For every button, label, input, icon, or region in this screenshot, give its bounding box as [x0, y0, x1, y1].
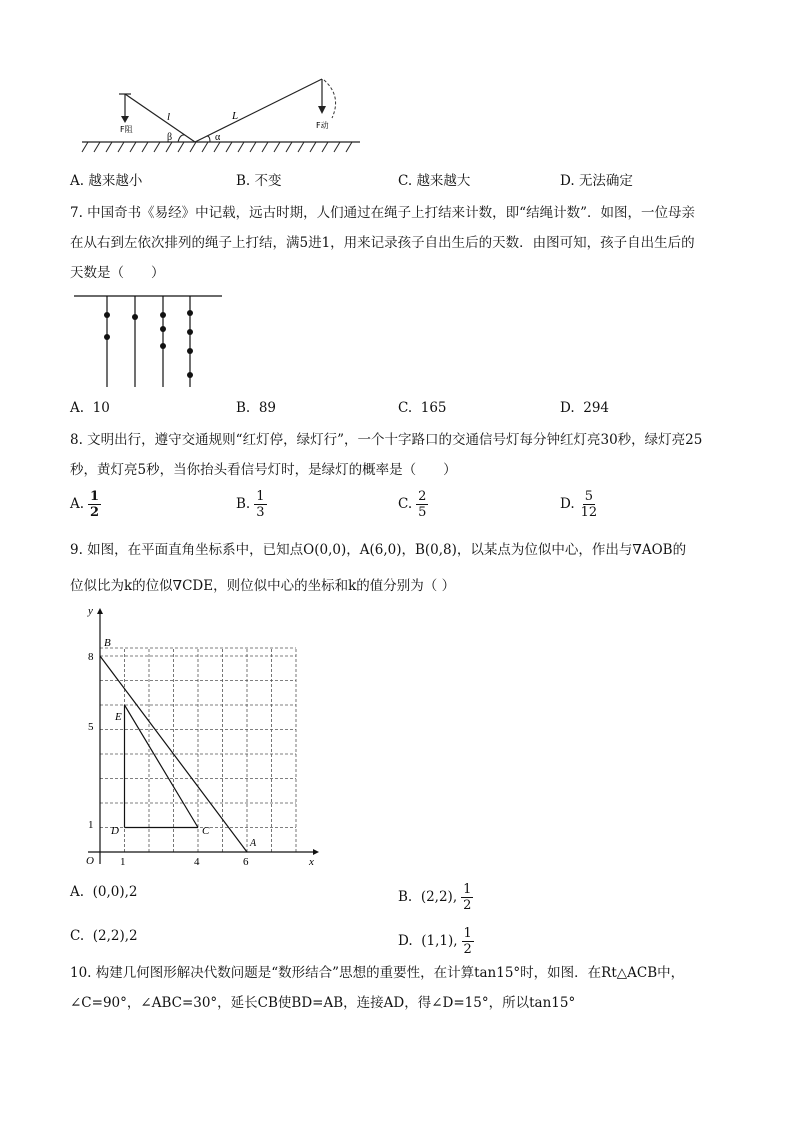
axis-label-y: y — [88, 605, 93, 617]
q8-line-1: 8. 文明出行，遵守交通规则“红灯停，绿灯行”，一个十字路口的交通信号灯每分钟红灯亮30秒，绿灯亮25 — [70, 432, 703, 448]
fraction: $\frac{1}{2}$ — [463, 926, 472, 957]
q9-option-d[interactable]: D. (1,1), $\frac{1}{2}$ — [398, 926, 472, 957]
tick-y-5: 5 — [88, 721, 94, 733]
q6-option-c[interactable]: C. 越来越大 — [398, 173, 471, 189]
q8-option-b[interactable]: B. $\frac{1}{3}$ — [236, 489, 265, 520]
fraction: $\frac{1}{2}$ — [463, 882, 472, 913]
tick-y-8: 8 — [88, 651, 94, 663]
rope-4 — [187, 296, 193, 387]
grid — [100, 648, 296, 852]
fraction: $\frac{5}{12}$ — [580, 489, 598, 520]
q6-option-b[interactable]: B. 不变 — [236, 173, 282, 189]
point-label-a: A — [250, 838, 257, 849]
q8-option-a[interactable]: A. $\frac{1}{2}$ — [70, 489, 100, 520]
axis-label-x: x — [309, 856, 314, 868]
q9-option-a[interactable]: A. (0,0),2 — [70, 884, 138, 900]
ground-hatching — [82, 142, 352, 152]
knot — [187, 348, 193, 354]
q8-option-d[interactable]: D. $\frac{5}{12}$ — [560, 489, 598, 520]
q9-option-c[interactable]: C. (2,2),2 — [70, 928, 138, 944]
force-arc — [324, 80, 336, 118]
rope-2 — [132, 296, 138, 387]
point-label-c: C — [202, 825, 210, 837]
label-f2: F动 — [316, 121, 329, 130]
label-alpha: α — [215, 132, 221, 143]
rope-3 — [160, 296, 166, 387]
segment-ec — [125, 705, 199, 828]
q7-line-3: 天数是（ ） — [70, 265, 165, 281]
knot — [104, 334, 110, 340]
point-label-d: D — [111, 825, 119, 837]
rope-1 — [104, 296, 110, 387]
knot — [187, 310, 193, 316]
fraction: $\frac{1}{3}$ — [256, 489, 265, 520]
knot — [132, 314, 138, 320]
label-L: L — [232, 110, 239, 122]
q9-line-2: 位似比为k的位似∇CDE，则位似中心的坐标和k的值分别为（ ） — [70, 578, 456, 594]
q7-option-a[interactable]: A. 10 — [70, 400, 110, 416]
knot — [160, 312, 166, 318]
angle-alpha-arc — [207, 136, 210, 142]
q7-line-2: 在从右到左依次排列的绳子上打结，满5进1，用来记录孩子自出生后的天数．由图可知，孩子自出生后的 — [70, 235, 695, 251]
q6-option-a[interactable]: A. 越来越小 — [70, 173, 143, 189]
q7-option-c[interactable]: C. 165 — [398, 400, 447, 416]
q9-line-1: 9. 如图，在平面直角坐标系中，已知点O(0,0)，A(6,0)，B(0,8)，以某点为位似中心，作出与∇AOB的 — [70, 542, 687, 558]
q8-line-2: 秒，黄灯亮5秒，当你抬头看信号灯时，是绿灯的概率是（ ） — [70, 462, 457, 478]
q6-option-d[interactable]: D. 无法确定 — [560, 173, 633, 189]
q7-option-d[interactable]: D. 294 — [560, 400, 610, 416]
q7-line-1: 7. 中国奇书《易经》中记载，远古时期，人们通过在绳子上打结来计数，即“结绳计数”．如图，一位母亲 — [70, 205, 695, 221]
knot — [160, 326, 166, 332]
q7-option-b[interactable]: B. 89 — [236, 400, 276, 416]
knot — [187, 329, 193, 335]
origin-label: O — [86, 855, 94, 867]
knot — [104, 312, 110, 318]
tick-x-6: 6 — [243, 856, 249, 868]
point-label-b: B — [104, 637, 111, 649]
point-label-e: E — [115, 711, 122, 723]
tick-y-1: 1 — [88, 819, 94, 831]
angle-beta-arc — [178, 135, 185, 142]
fraction: $\frac{1}{2}$ — [90, 489, 100, 520]
fraction: $\frac{2}{5}$ — [418, 489, 427, 520]
q9-option-b[interactable]: B. (2,2), $\frac{1}{2}$ — [398, 882, 472, 913]
label-beta: β — [167, 132, 173, 143]
label-f1: F阻 — [120, 125, 133, 134]
tick-x-1: 1 — [120, 856, 126, 868]
coordinate-graph — [78, 602, 328, 867]
q10-line-1: 10. 构建几何图形解决代数问题是“数形结合”思想的重要性，在计算tan15°时，如图．在Rt△ACB中， — [70, 965, 685, 981]
knot — [160, 343, 166, 349]
q10-line-2: ∠C=90°，∠ABC=30°，延长CB使BD=AB，连接AD，得∠D=15°，所以tan15° — [70, 995, 576, 1011]
knot — [187, 372, 193, 378]
q8-option-c[interactable]: C. $\frac{2}{5}$ — [398, 489, 427, 520]
label-l: l — [167, 111, 171, 123]
lever-figure — [70, 70, 370, 160]
tick-x-4: 4 — [194, 856, 200, 868]
knot-ropes-figure — [74, 294, 224, 390]
